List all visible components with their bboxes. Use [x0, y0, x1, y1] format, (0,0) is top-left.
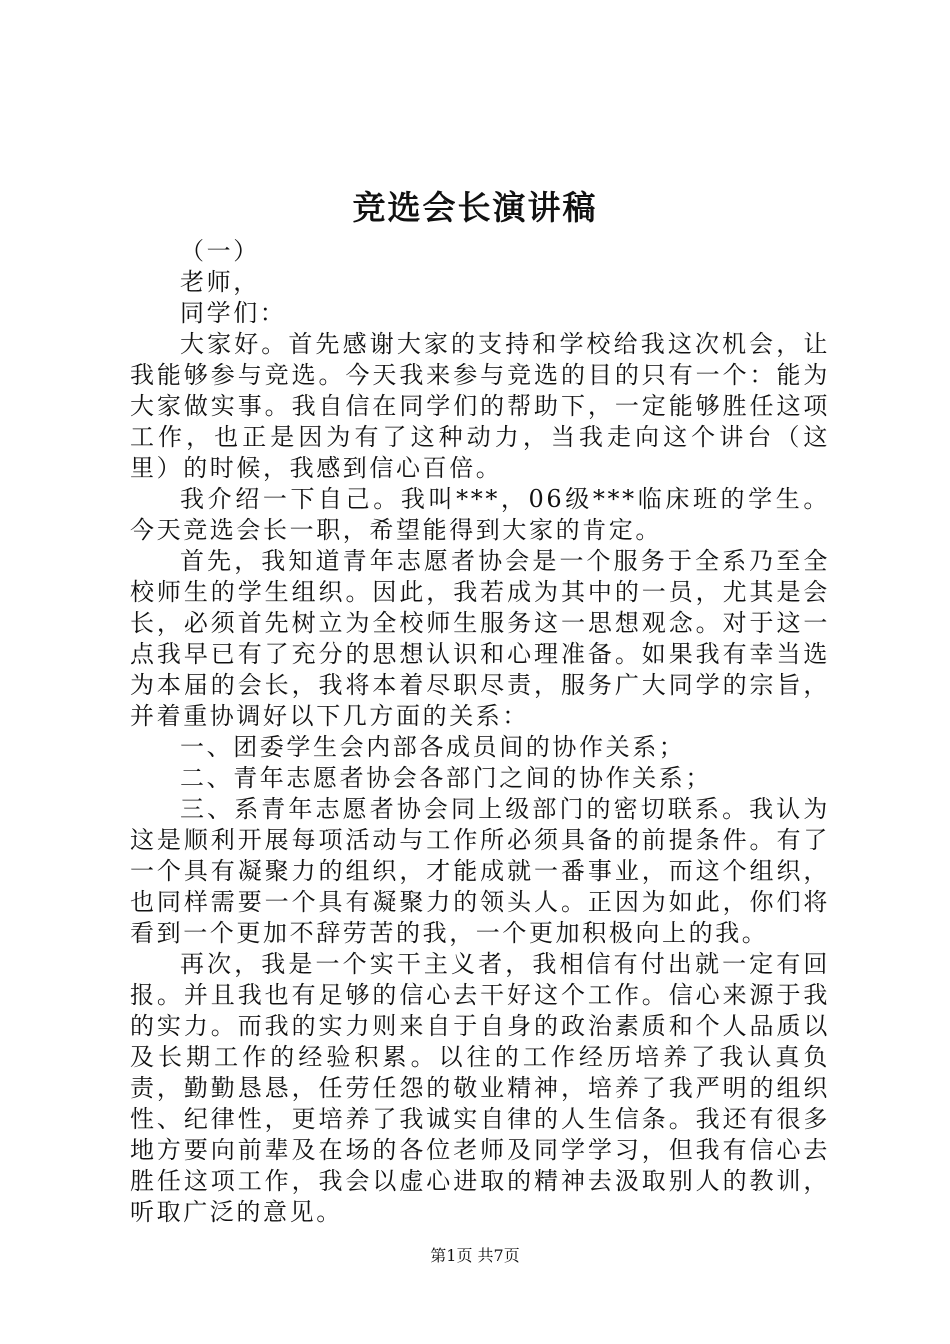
list-item-one: 一、团委学生会内部各成员间的协作关系； [180, 733, 686, 761]
paragraph-first-point: 首先，我知道青年志愿者协会是一个服务于全系乃至全校师生的学生组织。因此，我若成为其中的一员，尤其是会长，必须首先树立为全校师生服务这一思想观念。对于这一点我早已有了充分的思想认识和心理准备。如果我有幸当选为本届的会长，我将本着尽职尽责，服务广大同学的宗旨，并着重协调好以下几方面的关系： [130, 547, 830, 730]
salutation-teachers: 老师， [180, 268, 260, 296]
paragraph-greeting: 大家好。首先感谢大家的支持和学校给我这次机会，让我能够参与竞选。今天我来参与竞选的目的只有一个：能为大家做实事。我自信在同学们的帮助下，一定能够胜任这项工作，也正是因为有了这种动力，当我走向这个讲台（这里）的时候，我感到信心百倍。 [130, 330, 830, 482]
list-item-two: 二、青年志愿者协会各部门之间的协作关系； [180, 764, 712, 792]
salutation-students: 同学们： [180, 299, 287, 327]
page-footer: 第1页 共7页 [430, 1246, 520, 1265]
paragraph-again: 再次，我是一个实干主义者，我相信有付出就一定有回报。并且我也有足够的信心去干好这个工作。信心来源于我的实力。而我的实力则来自于自身的政治素质和个人品质以及长期工作的经验积累。以往的工作经历培养了我认真负责，勤勤恳恳，任劳任怨的敬业精神，培养了我严明的组织性、纪律性，更培养了我诚实自律的人生信条。我还有很多地方要向前辈及在场的各位老师及同学学习，但我有信心去胜任这项工作，我会以虚心进取的精神去汲取别人的教训，听取广泛的意见。 [130, 950, 830, 1226]
section-heading: （一） [180, 237, 260, 265]
list-item-three: 三、系青年志愿者协会同上级部门的密切联系。我认为这是顺利开展每项活动与工作所必须具备的前提条件。有了一个具有凝聚力的组织，才能成就一番事业，而这个组织，也同样需要一个具有凝聚力的领头人。正因为如此，你们将看到一个更加不辞劳苦的我，一个更加积极向上的我。 [130, 795, 830, 947]
paragraph-introduction: 我介绍一下自己。我叫***，06级***临床班的学生。今天竞选会长一职，希望能得到大家的肯定。 [130, 485, 830, 544]
document-body [130, 236, 830, 1228]
document-title: 竞选会长演讲稿 [352, 188, 598, 227]
